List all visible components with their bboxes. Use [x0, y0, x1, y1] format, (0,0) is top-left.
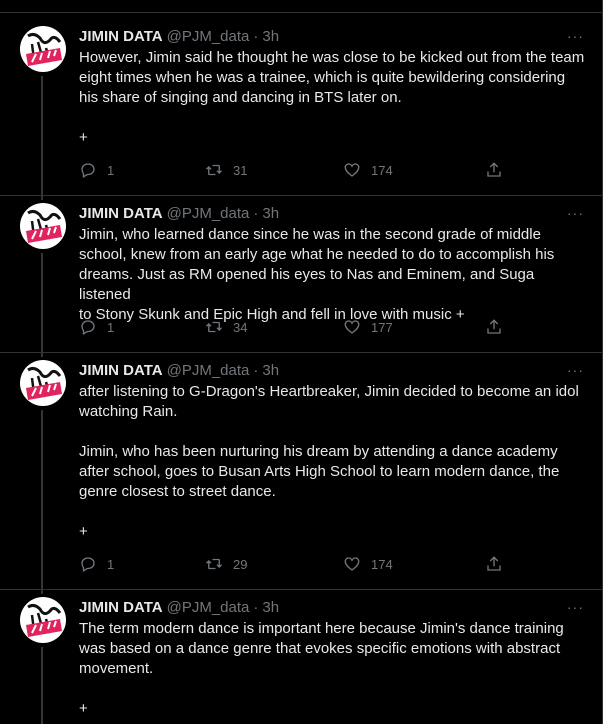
timestamp[interactable]: 3h — [262, 27, 280, 45]
tweet-separator — [0, 195, 602, 196]
like-count: 174 — [371, 556, 393, 572]
author-handle[interactable]: @PJM_data — [166, 204, 250, 222]
reply-count: 1 — [107, 556, 115, 572]
tweet-header — [79, 360, 279, 380]
more-icon[interactable]: ··· — [567, 28, 584, 44]
timestamp[interactable]: 3h — [262, 598, 280, 616]
separator-dot: · — [253, 27, 259, 45]
heart-icon — [343, 555, 361, 573]
tweet-text: The term modern dance is important here because Jimin's dance training was based on a dance genre that evokes specific emotions with abstract movement. + — [79, 620, 564, 717]
thread-line — [41, 410, 43, 594]
author-name[interactable]: JIMIN DATA — [79, 598, 163, 616]
author-handle[interactable]: @PJM_data — [166, 27, 250, 45]
more-icon[interactable]: ··· — [567, 599, 584, 615]
share-icon — [485, 555, 503, 573]
retweet-icon — [205, 318, 223, 336]
avatar[interactable] — [20, 26, 66, 72]
tweet-text: However, Jimin said he thought he was close to be kicked out from the team eight times when he was a trainee, which is quite bewildering considering his share of singing and dancing in BTS later on. + — [79, 49, 585, 146]
avatar[interactable] — [20, 203, 66, 249]
timestamp[interactable]: 3h — [262, 204, 280, 222]
tweet-separator — [0, 12, 602, 13]
author-handle[interactable]: @PJM_data — [166, 598, 250, 616]
reply-button[interactable] — [79, 161, 114, 179]
tweet-separator — [0, 589, 602, 590]
author-name[interactable]: JIMIN DATA — [79, 27, 163, 45]
retweet-icon — [205, 555, 223, 573]
avatar[interactable] — [20, 597, 66, 643]
share-icon — [485, 161, 503, 179]
avatar[interactable] — [20, 360, 66, 406]
reply-button[interactable] — [79, 555, 114, 573]
reply-count: 1 — [107, 319, 115, 335]
retweet-button[interactable] — [205, 555, 247, 573]
separator-dot: · — [253, 361, 259, 379]
like-button[interactable] — [343, 318, 393, 336]
like-count: 174 — [371, 162, 393, 178]
tweet-separator — [0, 352, 602, 353]
retweet-icon — [205, 161, 223, 179]
reply-icon — [79, 161, 97, 179]
more-icon[interactable]: ··· — [567, 362, 584, 378]
reply-icon — [79, 555, 97, 573]
thread-line — [41, 253, 43, 357]
separator-dot: · — [253, 598, 259, 616]
author-handle[interactable]: @PJM_data — [166, 361, 250, 379]
retweet-count: 34 — [233, 319, 248, 335]
share-button[interactable] — [485, 318, 503, 336]
like-count: 177 — [371, 319, 393, 335]
tweet-header — [79, 203, 279, 223]
avatar-logo — [20, 203, 66, 249]
like-button[interactable] — [343, 555, 393, 573]
retweet-count: 29 — [233, 556, 248, 572]
author-name[interactable]: JIMIN DATA — [79, 361, 163, 379]
reply-count: 1 — [107, 162, 115, 178]
share-icon — [485, 318, 503, 336]
tweet-actions — [79, 161, 519, 181]
tweet-header — [79, 597, 279, 617]
tweet-text: after listening to G-Dragon's Heartbreaker, Jimin decided to become an idol watching Rain. Jimin, who has been nurturing his dream by attending a dance academy after school, goes to Busan Arts High School to learn modern dance, the genre closest to street dance. + — [79, 383, 579, 540]
author-name[interactable]: JIMIN DATA — [79, 204, 163, 222]
reply-icon — [79, 318, 97, 336]
tweet-text: Jimin, who learned dance since he was in the second grade of middle school, knew from an early age what he needed to do to accomplish his dreams. Just as RM opened his eyes to Nas and Eminem, and Suga listened to Stony Skunk and Epic High and fell in love with music + — [79, 226, 555, 323]
reply-button[interactable] — [79, 318, 114, 336]
heart-icon — [343, 318, 361, 336]
like-button[interactable] — [343, 161, 393, 179]
heart-icon — [343, 161, 361, 179]
tweet-header — [79, 26, 279, 46]
share-button[interactable] — [485, 555, 503, 573]
tweet-actions — [79, 555, 519, 575]
avatar-logo — [20, 597, 66, 643]
tweet-actions — [79, 318, 519, 338]
more-icon[interactable]: ··· — [567, 205, 584, 221]
avatar-logo — [20, 360, 66, 406]
timestamp[interactable]: 3h — [262, 361, 280, 379]
retweet-button[interactable] — [205, 161, 247, 179]
thread-line — [41, 76, 43, 200]
retweet-count: 31 — [233, 162, 248, 178]
share-button[interactable] — [485, 161, 503, 179]
separator-dot: · — [253, 204, 259, 222]
avatar-logo — [20, 26, 66, 72]
retweet-button[interactable] — [205, 318, 247, 336]
thread-line — [41, 647, 43, 724]
